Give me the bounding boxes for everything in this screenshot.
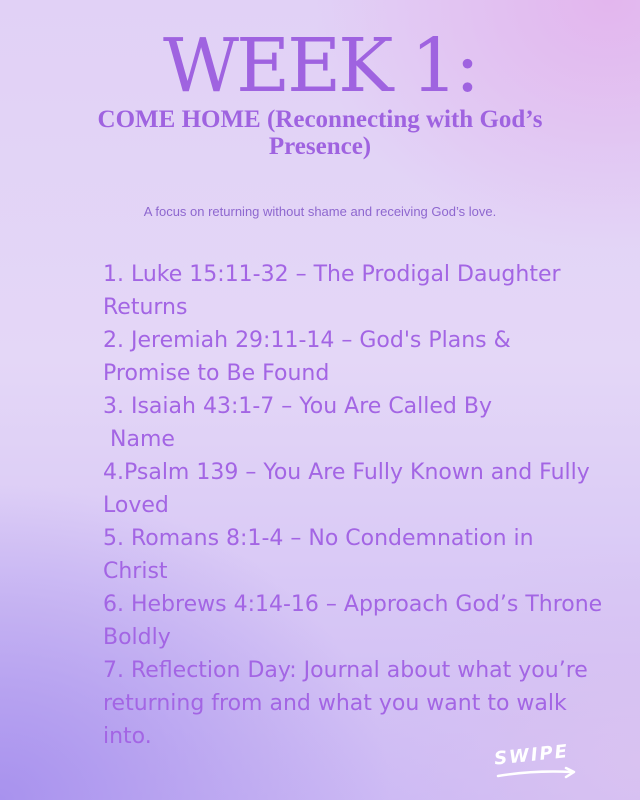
reading-list <box>103 258 610 753</box>
tagline: A focus on returning without shame and receiving God’s love. <box>143 204 497 219</box>
swipe-label: SWIPE <box>493 740 570 770</box>
list-item: 3. Isaiah 43:1-7 – You Are Called By Name <box>103 394 492 452</box>
page-title: WEEK 1: <box>163 23 477 109</box>
swipe-arrow-icon <box>494 766 584 782</box>
page-subtitle: COME HOME (Reconnecting with God’s Presence) <box>97 106 543 160</box>
swipe-indicator[interactable] <box>493 740 584 784</box>
list-item: 7. Reflection Day: Journal about what you’re returning from and what you want to walk into. <box>103 658 595 749</box>
list-item: 2. Jeremiah 29:11-14 – God's Plans & Promise to Be Found <box>103 328 518 386</box>
list-item: 4.Psalm 139 – You Are Fully Known and Fully Loved <box>103 460 597 518</box>
list-item: 5. Romans 8:1-4 – No Condemnation in Christ <box>103 526 541 584</box>
list-item: 6. Hebrews 4:14-16 – Approach God’s Throne Boldly <box>103 592 610 650</box>
list-item: 1. Luke 15:11-32 – The Prodigal Daughter Returns <box>103 262 568 320</box>
